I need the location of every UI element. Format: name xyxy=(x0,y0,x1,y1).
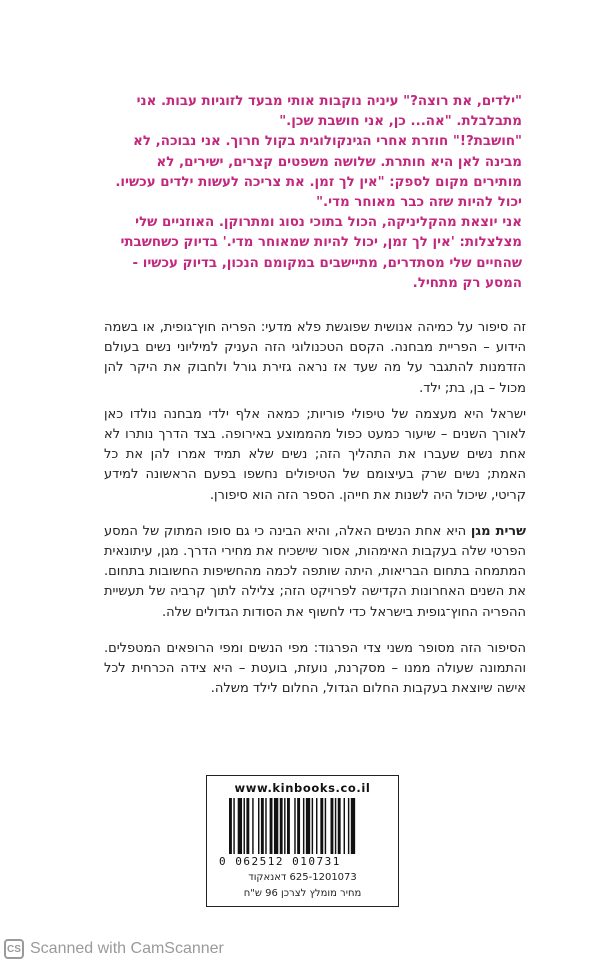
barcode-bar xyxy=(244,798,245,854)
barcode-bar xyxy=(297,798,300,854)
barcode-bar xyxy=(312,798,313,854)
barcode-bar xyxy=(348,798,349,854)
author-name: שרית מגן xyxy=(470,523,526,539)
scanner-watermark xyxy=(4,938,224,960)
barcode-bar xyxy=(303,798,304,854)
barcode-bar xyxy=(274,798,278,854)
barcode-price-line: מחיר מומלץ לצרכן 96 ש"ח xyxy=(243,888,362,899)
barcode-bars xyxy=(229,798,389,854)
barcode-bar xyxy=(284,798,285,854)
barcode-bar xyxy=(294,798,295,854)
barcode-bar xyxy=(246,798,249,854)
barcode-bar xyxy=(325,798,326,854)
quote-paragraph-2: "חושבת?!" חוזרת אחרי הגינקולוגית בקול חרוך. אני נבוכה, לא מבינה לאן היא חותרת. שלושה משפטים קצרים, ישירים, לא מותירים מקום לספק: "אין לך זמן. את צריכה לעשות ילדים עכשיו. יכול להיות שזה כבר מאוחר מדי." xyxy=(115,134,522,211)
blurb-paragraph-2: ישראל היא מעצמה של טיפולי פוריות; כמאה אלף ילדי מבחנה נולדו כאן לאורך השנים – שיעור כמעט כפול מהממוצע באירופה. בצד הדרך נותרו לא אחת נשים שעברו את התהליך הזה; נשים שלא תמיד אמרו להן את כל האמת; נשים שרק בעיצומם של הטיפולים נחשפו בפעם הראשונה למידע קריטי, שיכול היה לשנות את חייהן. הספר הזה הוא סיפורן. xyxy=(104,406,526,503)
barcode-bar xyxy=(265,798,266,854)
barcode-bar xyxy=(351,798,355,854)
barcode-bar xyxy=(316,798,317,854)
barcode-bar xyxy=(258,798,259,854)
barcode-bar xyxy=(233,798,234,854)
barcode-bar xyxy=(270,798,273,854)
barcode-bar xyxy=(331,798,334,854)
publisher-url: www.kinbooks.co.il xyxy=(234,781,371,795)
barcode-bar xyxy=(335,798,336,854)
barcode-bar xyxy=(338,798,341,854)
camscanner-logo-icon: CS xyxy=(4,939,24,959)
barcode-bar xyxy=(238,798,242,854)
quote-paragraph-3: אני יוצאת מהקליניקה, הכול בתוכי נסוג ומתרוקן. האוזניים שלי מצלצלות: 'אין לך זמן, יכול להיות שמאוחר מדי.' בדיוק כשחשבתי שהחיים שלי מסתדרים, מתיישבים במקומם הנכון, בדיוק עכשיו - המסע רק מתחיל. xyxy=(120,215,522,291)
barcode-number: 0 062512 010731 xyxy=(219,855,341,868)
blurb-paragraph-4: הסיפור הזה מסופר משני צדי הפרגוד: מפי הנשים ומפי הרופאים המטפלים. והתמונה שעולה ממנו – מסקרנת, נועזת, בועטת – היא צידה הכרחית לכל אישה שיוצאת בעקבות החלום הגדול, החלום לילד משלה. xyxy=(104,640,526,697)
blurb-paragraph-1: זה סיפור על כמיהה אנושית שפוגשת פלא מדעי: הפריה חוץ־גופית, או בשמה הידוע – הפריית מבחנה. הקסם הטכנולוגי הזה העניק למיליוני נשים בעולם הזדמנות להתגבר על מה שעד אז נראה גזירת גורל ולחבוק את היקר להן מכול – בן, בת; ילד. xyxy=(104,320,526,396)
barcode-bar xyxy=(306,798,310,854)
barcode-bar xyxy=(280,798,283,854)
barcode-code-line: 625-1201073 דאנאקוד xyxy=(248,872,357,883)
barcode-box xyxy=(206,775,399,907)
barcode-bar xyxy=(287,798,290,854)
back-cover-quote xyxy=(112,92,522,294)
barcode-bar xyxy=(261,798,264,854)
barcode-bar xyxy=(252,798,253,854)
barcode-bar xyxy=(229,798,232,854)
barcode-bar xyxy=(344,798,345,854)
quote-paragraph-1: "ילדים, את רוצה?" עיניה נוקבות אותי מבעד לזוגיות עבות. אני מתבלבלת. "אה... כן, אני חושבת שכן." xyxy=(136,94,522,130)
blurb-paragraph-3-text: היא אחת הנשים האלה, והיא הבינה כי גם סופו המתוק של המסע הפרטי שלה בעקבות האימהות, אסור שישכיח את מחירי הדרך. מגן, עיתונאית המתמחה בתחום הבריאות, היתה שותפה לכמה מהחשיפות החשובות בתחום. את השנים האחרונות הקדישה לפרויקט הזה; צלילה לתוך קרביה של תעשיית ההפריה החוץ־גופית בישראל כדי לחשוף את הסודות הגדולים שלה. xyxy=(104,523,526,620)
barcode-bar xyxy=(320,798,323,854)
scanner-watermark-text: Scanned with CamScanner xyxy=(30,940,224,957)
blurb xyxy=(104,318,526,715)
blurb-paragraph-3 xyxy=(104,522,526,623)
